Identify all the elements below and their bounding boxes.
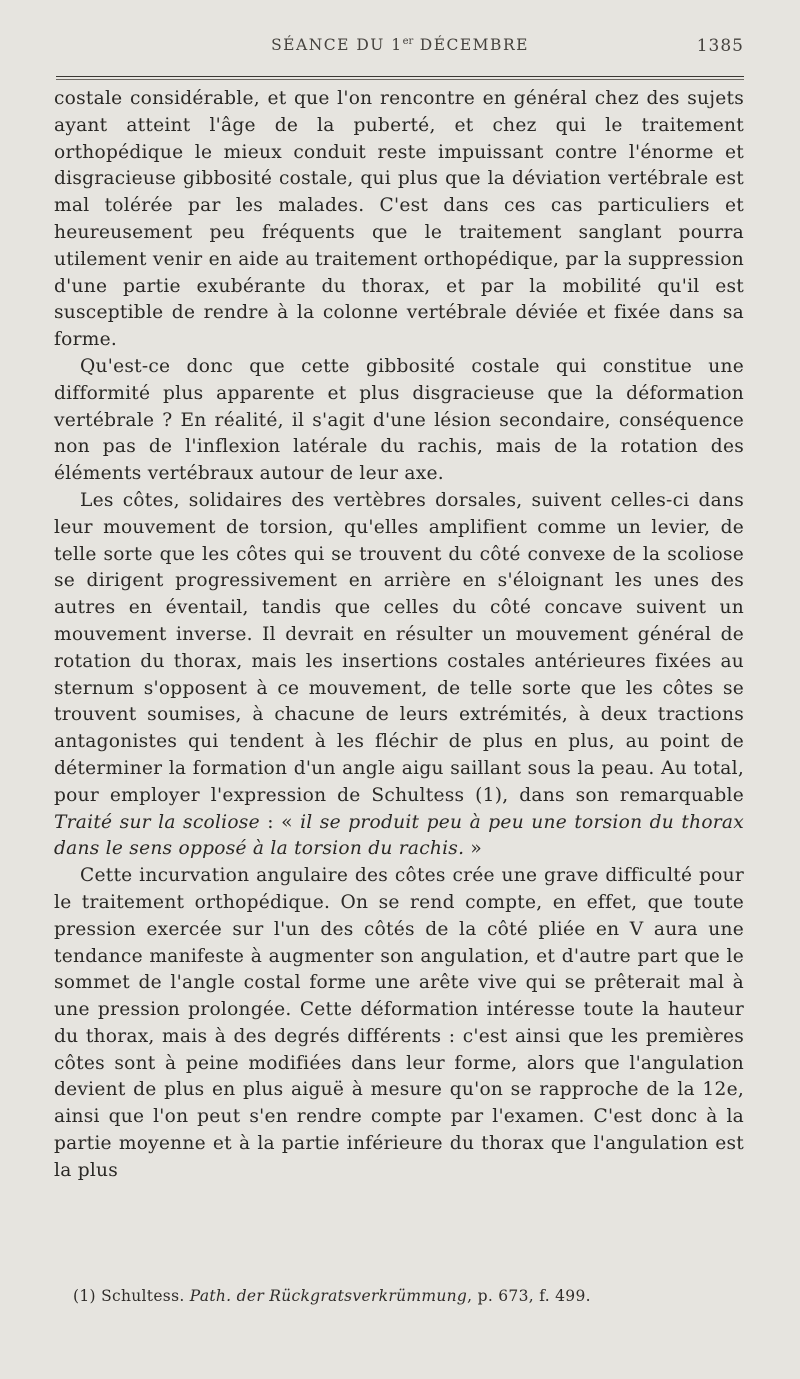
paragraph-1: costale considérable, et que l'on rencontre en général chez des sujets ayant atteint l'âge de la puberté, et chez qui le traitement orthopédique le mieux conduit reste impuissant contre l'énorme et disgracieuse gibbosité costale, qui plus que la déviation vertébrale est mal tolérée par les malades. C'est dans ces cas particuliers et heureusement peu fréquents que le traitement sanglant pourra utilement venir en aide au traitement orthopédique, par la suppression d'une partie exubérante du thorax, et par la mobilité qu'il est susceptible de rendre à la colonne vertébrale déviée et fixée dans sa forme. [54,88,744,351]
running-head-text-end: DÉCEMBRE [413,36,529,55]
paragraph-3-text-c: » [464,838,483,860]
running-head [56,36,744,54]
page-header [56,36,744,60]
footnote-title: Path. der Rückgratsverkrümmung [189,1287,468,1305]
footnote-reference: , p. 673, f. 499. [467,1287,591,1305]
book-title: Traité sur la scoliose [54,811,260,833]
footnote-marker: (1) [73,1287,96,1305]
body-text [54,86,744,1185]
page-number: 1385 [696,36,744,56]
quotation: il se produit peu à peu une torsion du thorax dans le sens opposé à la torsion du rachis. [54,811,744,860]
running-head-text: SÉANCE DU 1 [271,36,403,55]
paragraph-3-text: Les côtes, solidaires des vertèbres dorsales, suivent celles-ci dans leur mouvement de torsion, qu'elles amplifient comme un levier, de telle sorte que les côtes qui se trouvent du côté convexe de la scoliose se dirigent progressivement en arrière en s'éloignant les unes des autres en éventail, tandis que celles du côté concave suivent un mouvement inverse. Il devrait en résulter un mouvement général de rotation du thorax, mais les insertions costales antérieures fixées au sternum s'opposent à ce mouvement, de telle sorte que les côtes se trouvent soumises, à chacune de leurs extrémités, à deux tractions antagonistes qui tendent à les fléchir de plus en plus, au point de déterminer la formation d'un angle aigu saillant sous la peau. Au total, pour employer l'expression de Schultess (1), dans son remarquable [54,489,744,806]
paragraph-4 [54,863,744,1185]
paragraph-3 [54,488,744,863]
paragraph-2-text: Qu'est-ce donc que cette gibbosité costale qui constitue une difformité plus apparente et plus disgracieuse que la déformation vertébrale ? En réalité, il s'agit d'une lésion secondaire, conséquence non pas de l'inflexion latérale du rachis, mais de la rotation des éléments vertébraux autour de leur axe. [54,355,744,485]
running-head-superscript: er [402,36,414,47]
header-rule [56,76,744,77]
paragraph-3-text-b: : « [259,811,301,833]
footnote [73,1286,733,1306]
footnote-author: Schultess. [95,1287,190,1305]
paragraph-4-text: Cette incurvation angulaire des côtes crée une grave difficulté pour le traitement orthopédique. On se rend compte, en effet, que toute pression exercée sur l'un des côtés de la côté pliée en V aura une tendance manifeste à augmenter son angulation, et d'autre part que le sommet de l'angle costal forme une arête vive qui se prêterait mal à une pression prolongée. Cette déformation intéresse toute la hauteur du thorax, mais à des degrés différents : c'est ainsi que les premières côtes sont à peine modifiées dans leur forme, alors que l'angulation devient de plus en plus aiguë à mesure qu'on se rapproche de la 12e, ainsi que l'on peut s'en rendre compte par l'examen. C'est donc à la partie moyenne et à la partie inférieure du thorax que l'angulation est la plus [54,865,744,1181]
paragraph-2 [54,354,744,488]
